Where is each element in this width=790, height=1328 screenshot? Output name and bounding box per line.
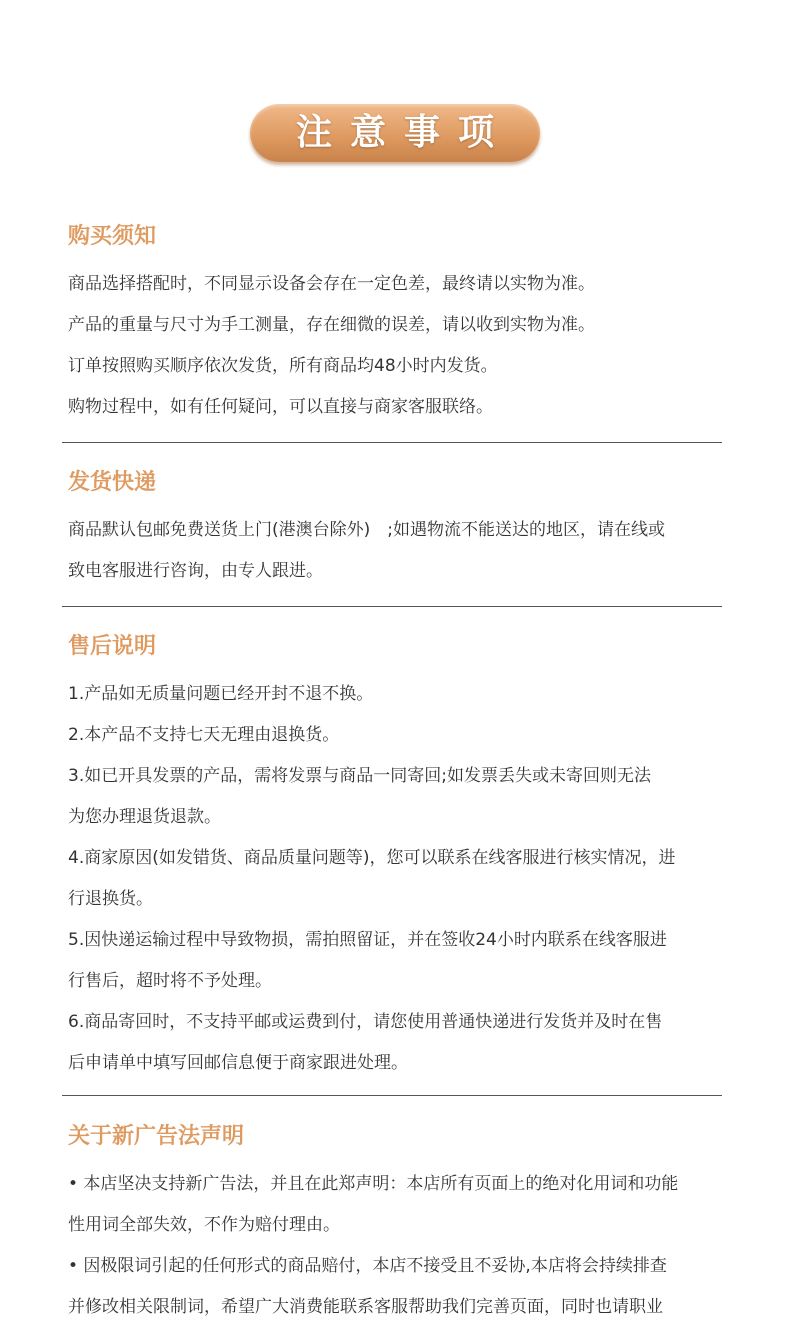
text-line: 为您办理退货退款。 [68, 807, 221, 827]
section-ad-law-statement [68, 1122, 724, 1328]
text-line: 6.商品寄回时，不支持平邮或运费到付，请您使用普通快递进行发货并及时在售 [68, 1012, 663, 1032]
text-line: 购物过程中，如有任何疑问，可以直接与商家客服联络。 [68, 397, 493, 417]
section-purchase-notice [68, 222, 724, 428]
divider [62, 442, 722, 443]
page-title: 注意事项 [250, 104, 540, 162]
text-line: 商品默认包邮免费送货上门(港澳台除外) ;如遇物流不能送达的地区，请在线或 [68, 520, 665, 540]
section-title: 售后说明 [68, 634, 157, 659]
text-line: 1.产品如无质量问题已经开封不退不换。 [68, 684, 374, 704]
text-line: 商品选择搭配时，不同显示设备会存在一定色差，最终请以实物为准。 [68, 274, 595, 294]
title-banner-wrap [0, 104, 790, 162]
text-line: 产品的重量与尺寸为手工测量，存在细微的误差，请以收到实物为准。 [68, 315, 595, 335]
text-line: 行售后，超时将不予处理。 [68, 971, 272, 991]
divider [62, 606, 722, 607]
section-after-sales [68, 632, 724, 1084]
text-line: 2.本产品不支持七天无理由退换货。 [68, 725, 340, 745]
text-line: 后申请单中填写回邮信息便于商家跟进处理。 [68, 1053, 408, 1073]
text-line: 4.商家原因(如发错货、商品质量问题等)，您可以联系在线客服进行核实情况，进 [68, 848, 676, 868]
section-shipping [68, 468, 724, 592]
text-line: 3.如已开具发票的产品，需将发票与商品一同寄回;如发票丢失或未寄回则无法 [68, 766, 651, 786]
section-title: 发货快递 [68, 470, 157, 495]
text-line: 致电客服进行咨询，由专人跟进。 [68, 561, 323, 581]
text-line: • 本店坚决支持新广告法，并且在此郑声明：本店所有页面上的绝对化用词和功能 [68, 1174, 679, 1194]
section-title: 购买须知 [68, 224, 157, 249]
section-title: 关于新广告法声明 [68, 1124, 245, 1149]
text-line: 行退换货。 [68, 889, 153, 909]
text-line: 性用词全部失效，不作为赔付理由。 [68, 1215, 340, 1235]
text-line: 并修改相关限制词，希望广大消费能联系客服帮助我们完善页面，同时也请职业 [68, 1297, 663, 1317]
text-line: • 因极限词引起的任何形式的商品赔付，本店不接受且不妥协,本店将会持续排查 [68, 1256, 667, 1276]
text-line: 5.因快递运输过程中导致物损，需拍照留证，并在签收24小时内联系在线客服进 [68, 930, 667, 950]
divider [62, 1095, 722, 1096]
text-line: 订单按照购买顺序依次发货，所有商品均48小时内发货。 [68, 356, 498, 376]
